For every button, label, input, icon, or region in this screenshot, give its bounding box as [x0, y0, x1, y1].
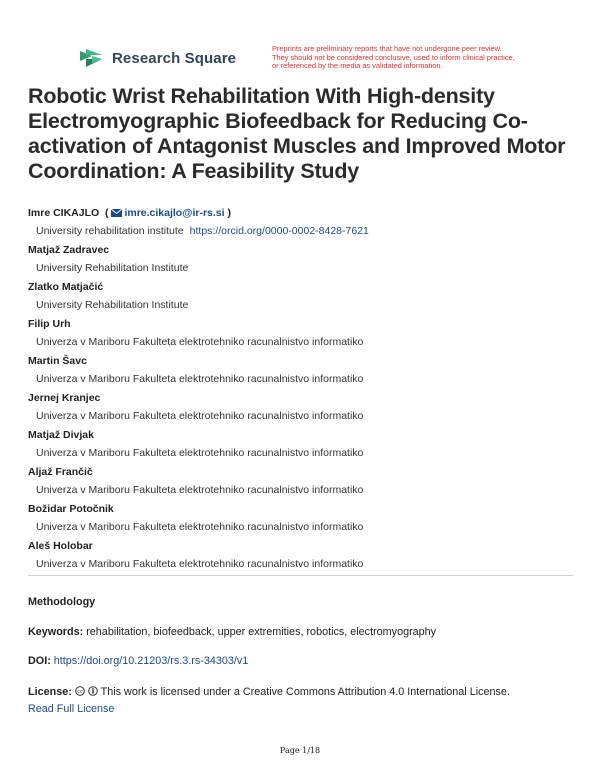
article-type: Methodology: [28, 596, 96, 608]
author-entry: [28, 466, 578, 497]
author-affiliation: Univerza v Mariboru Fakulteta elektrotehniko racunalnistvo informatiko: [36, 521, 364, 533]
read-full-license-link[interactable]: Read Full License: [28, 703, 115, 715]
author-affiliation: Univerza v Mariboru Fakulteta elektrotehniko racunalnistvo informatiko: [36, 484, 364, 496]
author-entry: [28, 540, 578, 571]
doi-link[interactable]: https://doi.org/10.21203/rs.3.rs-34303/v1: [53, 655, 249, 667]
license-text: This work is licensed under a Creative Commons Attribution 4.0 International License.: [100, 686, 510, 698]
author-affiliation: University Rehabilitation Institute: [36, 262, 189, 274]
author-entry: [28, 318, 578, 349]
author-name: Božidar Potočnik: [28, 503, 114, 515]
author-entry: [28, 244, 578, 275]
doi-label: DOI:: [28, 655, 51, 667]
author-affiliation: Univerza v Mariboru Fakulteta elektrotehniko racunalnistvo informatiko: [36, 447, 364, 459]
keywords-value: rehabilitation, biofeedback, upper extremities, robotics, electromyography: [86, 626, 437, 638]
author-list: [28, 207, 578, 577]
author-name: Aleš Holobar: [28, 540, 93, 552]
author-affiliation: Univerza v Mariboru Fakulteta elektrotehniko racunalnistvo informatiko: [36, 336, 364, 348]
paper-title: Robotic Wrist Rehabilitation With High-density Electromyographic Biofeedback for Reducing Co-activation of Antagonist Muscles and Improved Motor Coordination: A Feasibility Study: [28, 84, 566, 183]
author-name: Aljaž Frančič: [28, 466, 93, 478]
author-name: Imre CIKAJLO: [28, 207, 100, 219]
research-square-logo-icon: [78, 47, 104, 69]
keywords: [28, 626, 436, 638]
author-name: Matjaž Zadravec: [28, 244, 110, 256]
header: [0, 0, 600, 80]
author-entry: [28, 429, 578, 460]
preprint-disclaimer: Preprints are preliminary reports that have not undergone peer review. They should not be considered conclusive, used to inform clinical practice, or referenced by the media as validated information.: [272, 44, 515, 71]
page-number: Page 1/18: [279, 746, 321, 755]
author-name: Jernej Kranjec: [28, 392, 101, 404]
license: [28, 684, 510, 718]
creative-commons-icon: [75, 686, 85, 696]
author-entry: [28, 355, 578, 386]
license-label: License:: [28, 686, 72, 698]
author-name: Zlatko Matjačić: [28, 281, 104, 293]
author-affiliation: Univerza v Mariboru Fakulteta elektrotehniko racunalnistvo informatiko: [36, 558, 364, 570]
author-affiliation: Univerza v Mariboru Fakulteta elektrotehniko racunalnistvo informatiko: [36, 410, 364, 422]
keywords-label: Keywords:: [28, 626, 84, 638]
doi: [28, 655, 248, 667]
author-entry: [28, 281, 578, 312]
author-affiliation: University rehabilitation institute: [36, 225, 184, 237]
author-affiliation: Univerza v Mariboru Fakulteta elektrotehniko racunalnistvo informatiko: [36, 373, 364, 385]
divider: [28, 575, 573, 576]
author-entry: [28, 392, 578, 423]
author-name: Martin Šavc: [28, 355, 87, 367]
attribution-icon: [88, 686, 98, 696]
author-name: Filip Urh: [28, 318, 71, 330]
orcid-link[interactable]: https://orcid.org/0000-0002-8428-7621: [189, 225, 369, 237]
logo-text: Research Square: [112, 49, 237, 67]
author-affiliation: University Rehabilitation Institute: [36, 299, 189, 311]
author-name: Matjaž Divjak: [28, 429, 94, 441]
research-square-logo[interactable]: [78, 47, 236, 69]
author-entry: Imre CIKAJLO ( imre.cikajlo@ir-rs.si ) University rehabilitation institute https://orcid.org/0000-0002-8428-7621: [28, 207, 369, 237]
author-email-link[interactable]: imre.cikajlo@ir-rs.si: [111, 207, 224, 219]
envelope-icon: [111, 209, 122, 217]
svg-text:cc: cc: [77, 689, 83, 695]
author-entry: [28, 503, 578, 534]
